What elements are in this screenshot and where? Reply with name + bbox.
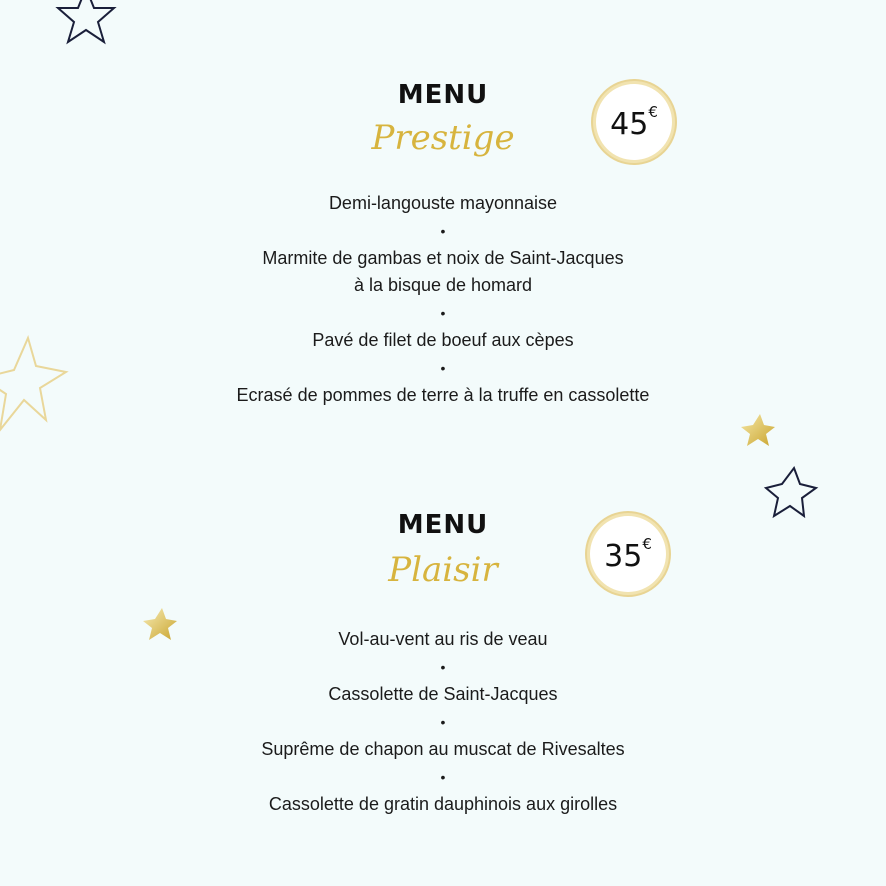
menu-items bbox=[0, 190, 886, 409]
item-separator: • bbox=[440, 360, 446, 376]
list-item: Vol-au-vent au ris de veau bbox=[338, 629, 548, 649]
menu-subtitle: Plaisir bbox=[388, 550, 498, 590]
menu-title: MENU bbox=[397, 80, 489, 110]
menu-title: MENU bbox=[397, 510, 489, 540]
price-badge bbox=[590, 516, 666, 592]
list-item: à la bisque de homard bbox=[353, 275, 533, 295]
item-separator: • bbox=[440, 223, 446, 239]
list-item: Ecrasé de pommes de terre à la truffe en cassolette bbox=[236, 385, 650, 405]
item-separator: • bbox=[440, 714, 446, 730]
item-separator: • bbox=[440, 769, 446, 785]
gold-star-icon bbox=[738, 410, 778, 450]
list-item: Marmite de gambas et noix de Saint-Jacques bbox=[262, 248, 624, 268]
price-value: 35 bbox=[604, 538, 643, 574]
price-value: 45 bbox=[610, 106, 649, 142]
price-badge bbox=[596, 84, 672, 160]
item-separator: • bbox=[440, 305, 446, 321]
item-separator: • bbox=[440, 659, 446, 675]
price-currency: € bbox=[648, 103, 658, 121]
list-item: Demi-langouste mayonnaise bbox=[328, 193, 558, 213]
price-currency: € bbox=[642, 535, 652, 553]
star-outline-icon bbox=[40, 0, 120, 50]
menu-subtitle: Prestige bbox=[371, 118, 515, 158]
list-item: Cassolette de gratin dauphinois aux girolles bbox=[268, 794, 618, 814]
list-item: Suprême de chapon au muscat de Rivesaltes bbox=[261, 739, 625, 759]
menu-items bbox=[0, 626, 886, 818]
list-item: Pavé de filet de boeuf aux cèpes bbox=[312, 330, 574, 350]
list-item: Cassolette de Saint-Jacques bbox=[328, 684, 558, 704]
